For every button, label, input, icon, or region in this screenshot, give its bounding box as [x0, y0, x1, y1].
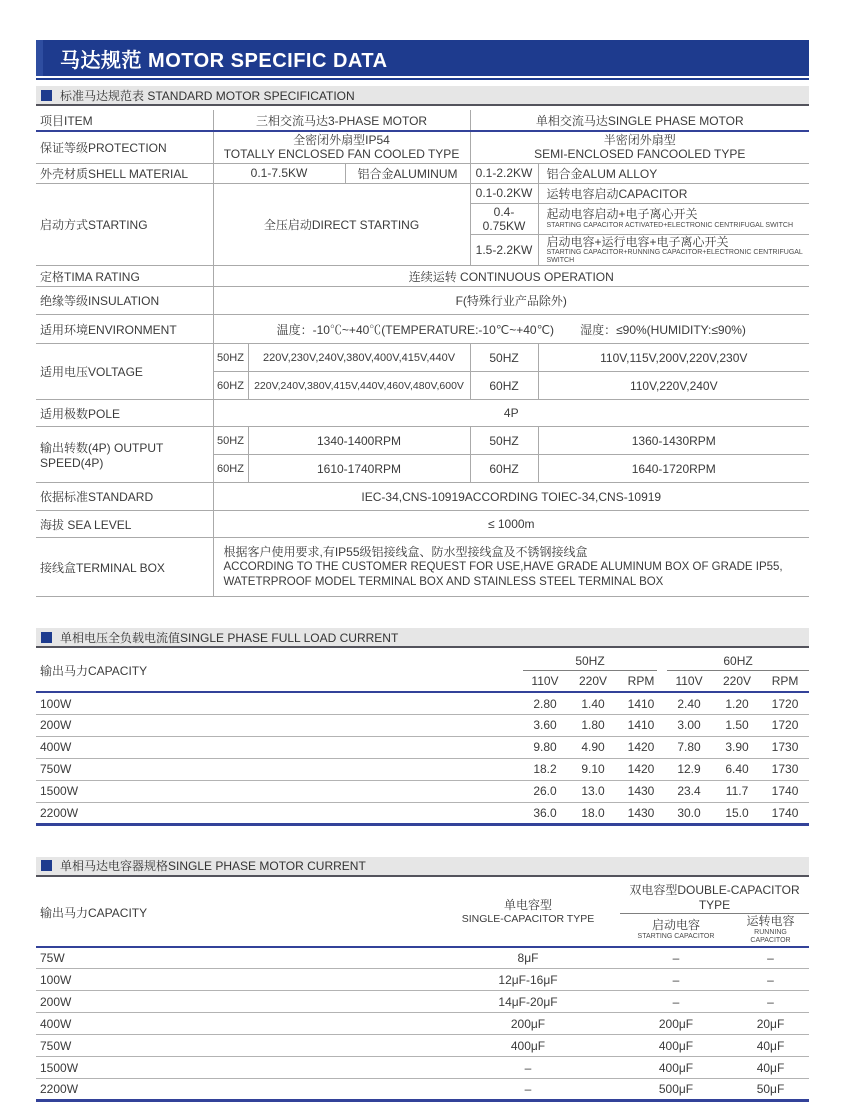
- capacity-cell: 750W: [36, 1035, 436, 1057]
- voltage-freq3: 50HZ: [213, 344, 248, 372]
- table-row: [36, 802, 809, 824]
- running-capacitor-header: [732, 913, 809, 946]
- rating-value: 连续运转 CONTINUOUS OPERATION: [213, 266, 809, 287]
- spec-row-terminal-box: [36, 538, 809, 597]
- starting-three-phase: 全压启动DIRECT STARTING: [213, 183, 470, 266]
- section-underline: [36, 646, 809, 648]
- row-label: 接线盒TERMINAL BOX: [36, 538, 213, 597]
- col-220v: 220V: [569, 671, 617, 692]
- capacity-cell: 400W: [36, 1013, 436, 1035]
- table-row: [36, 1079, 809, 1101]
- table-row: [36, 692, 809, 714]
- spec-row-starting-1: [36, 183, 809, 203]
- value-cell: 3.00: [665, 714, 713, 736]
- spec-row-standard: [36, 483, 809, 511]
- starting-capacitor-zh: 启动电容: [651, 917, 700, 932]
- page-title-bar: [36, 40, 809, 76]
- table-row: [36, 1013, 809, 1035]
- table-row: [36, 758, 809, 780]
- row-label: 适用极数POLE: [36, 400, 213, 427]
- starting-method: 运转电容启动CAPACITOR: [538, 183, 809, 203]
- running-capacitor-zh: 运转电容: [746, 913, 795, 928]
- protection-three-zh: 全密闭外扇型IP54: [293, 133, 390, 147]
- protection-single-en: SEMI-ENCLOSED FANCOOLED TYPE: [534, 147, 746, 162]
- starting-method-en: STARTING CAPACITOR ACTIVATED+ELECTRONIC CENTRIFUGAL SWITCH: [546, 221, 794, 229]
- section-bullet-icon: [41, 860, 52, 871]
- starting-method-zh: 起动电容启动+电子离心开关: [546, 207, 698, 222]
- value-cell: 15.0: [713, 802, 761, 824]
- row-label: 输出转数(4P) OUTPUT SPEED(4P): [36, 427, 213, 483]
- capacitor-table: [36, 879, 809, 1102]
- section-underline: [36, 875, 809, 877]
- speed-single: 1360-1430RPM: [538, 427, 809, 455]
- value-cell: 1.80: [569, 714, 617, 736]
- starting-value: 400μF: [620, 1035, 732, 1057]
- value-cell: 4.90: [569, 736, 617, 758]
- full-load-table: [36, 650, 809, 826]
- row-label: 适用电压VOLTAGE: [36, 344, 213, 400]
- group-60hz: [665, 650, 809, 671]
- spec-row-sea-level: [36, 511, 809, 538]
- single-capacitor-zh: 单电容型: [503, 898, 552, 913]
- starting-value: 200μF: [620, 1013, 732, 1035]
- value-cell: 1730: [761, 758, 809, 780]
- speed-freq1: 60HZ: [470, 455, 538, 483]
- spec-row-insulation: [36, 287, 809, 315]
- environment-temp: 温度：-10℃~+40℃(TEMPERATURE:-10℃~+40℃): [276, 322, 555, 337]
- table-row: [36, 780, 809, 802]
- value-cell: 13.0: [569, 780, 617, 802]
- value-cell: 9.10: [569, 758, 617, 780]
- shell-single-range: 0.1-2.2KW: [470, 163, 538, 183]
- terminal-box-value: [213, 538, 809, 597]
- value-cell: 26.0: [521, 780, 569, 802]
- spec-row-rating: [36, 266, 809, 287]
- capacity-cell: 2200W: [36, 802, 521, 824]
- table-row: [36, 947, 809, 969]
- capacity-label: 输出马力CAPACITY: [36, 650, 521, 692]
- starting-range: 0.4-0.75KW: [470, 203, 538, 234]
- capacity-cell: 100W: [36, 969, 436, 991]
- shell-three-material: 铝合金ALUMINUM: [345, 163, 470, 183]
- running-value: 50μF: [732, 1079, 809, 1101]
- insulation-value: F(特殊行业产品除外): [213, 287, 809, 315]
- value-cell: 1720: [761, 714, 809, 736]
- running-value: –: [732, 991, 809, 1013]
- row-label: 保证等级PROTECTION: [36, 131, 213, 163]
- spec-row-shell: [36, 163, 809, 183]
- value-cell: 7.80: [665, 736, 713, 758]
- starting-value: –: [620, 947, 732, 969]
- value-cell: 3.90: [713, 736, 761, 758]
- single-capacitor-en: SINGLE-CAPACITOR TYPE: [461, 913, 595, 926]
- catalog-page: [36, 40, 809, 1102]
- value-cell: 18.0: [569, 802, 617, 824]
- col-rpm: RPM: [617, 671, 665, 692]
- speed-freq1: 50HZ: [470, 427, 538, 455]
- spec-row-speed-50: [36, 427, 809, 455]
- protection-three-en: TOTALLY ENCLOSED FAN COOLED TYPE: [223, 147, 460, 162]
- value-cell: 1420: [617, 736, 665, 758]
- value-cell: 30.0: [665, 802, 713, 824]
- voltage-single: 110V,220V,240V: [538, 372, 809, 400]
- row-label: 外壳材质SHELL MATERIAL: [36, 163, 213, 183]
- starting-value: –: [620, 969, 732, 991]
- row-label: 海拔 SEA LEVEL: [36, 511, 213, 538]
- col-220v: 220V: [713, 671, 761, 692]
- voltage-freq3: 60HZ: [213, 372, 248, 400]
- spec-row-environment: [36, 315, 809, 344]
- protection-single-phase: [470, 131, 809, 163]
- spec-row-voltage-50: [36, 344, 809, 372]
- capacity-cell: 1500W: [36, 1057, 436, 1079]
- section-heading-full-load: [36, 628, 809, 646]
- table-row: [36, 991, 809, 1013]
- value-cell: 18.2: [521, 758, 569, 780]
- capacity-cell: 75W: [36, 947, 436, 969]
- single-value: 8μF: [436, 947, 620, 969]
- section-heading-spec: [36, 86, 809, 104]
- value-cell: 1720: [761, 692, 809, 714]
- starting-range: 0.1-0.2KW: [470, 183, 538, 203]
- capacity-cell: 400W: [36, 736, 521, 758]
- capacity-cell: 750W: [36, 758, 521, 780]
- row-label: 启动方式STARTING: [36, 183, 213, 266]
- section-bullet-icon: [41, 632, 52, 643]
- value-cell: 11.7: [713, 780, 761, 802]
- value-cell: 1420: [617, 758, 665, 780]
- group-60hz-text: 60HZ: [667, 651, 809, 671]
- row-label: 定格TIMA RATING: [36, 266, 213, 287]
- spec-table: [36, 110, 809, 597]
- terminal-zh: 根据客户使用要求,有IP55级铝接线盒、防水型接线盒及不锈钢接线盒: [223, 544, 588, 559]
- table-row: [36, 736, 809, 758]
- shell-single-material: 铝合金ALUM ALLOY: [538, 163, 809, 183]
- value-cell: 36.0: [521, 802, 569, 824]
- spec-row-pole: [36, 400, 809, 427]
- row-label: 绝缘等级INSULATION: [36, 287, 213, 315]
- running-value: –: [732, 947, 809, 969]
- voltage-single: 110V,115V,200V,220V,230V: [538, 344, 809, 372]
- page-title: 马达规范 MOTOR SPECIFIC DATA: [60, 49, 388, 72]
- running-value: 40μF: [732, 1035, 809, 1057]
- col-110v: 110V: [665, 671, 713, 692]
- value-cell: 1410: [617, 714, 665, 736]
- speed-single: 1640-1720RPM: [538, 455, 809, 483]
- value-cell: 1.20: [713, 692, 761, 714]
- single-phase-header: 单相交流马达SINGLE PHASE MOTOR: [470, 110, 809, 131]
- capacity-cell: 1500W: [36, 780, 521, 802]
- voltage-three: 220V,240V,380V,415V,440V,460V,480V,600V: [248, 372, 470, 400]
- value-cell: 12.9: [665, 758, 713, 780]
- value-cell: 1740: [761, 802, 809, 824]
- capacity-cell: 200W: [36, 714, 521, 736]
- section-heading-capacitor: [36, 857, 809, 875]
- capacity-cell: 200W: [36, 991, 436, 1013]
- value-cell: 23.4: [665, 780, 713, 802]
- speed-three: 1610-1740RPM: [248, 455, 470, 483]
- starting-capacitor-header: [620, 913, 732, 946]
- terminal-en1: ACCORDING TO THE CUSTOMER REQUEST FOR USE,HAVE GRADE ALUMINUM BOX OF GRADE IP55,: [223, 560, 783, 573]
- protection-three-phase: [213, 131, 470, 163]
- starting-method-zh: 启动电容+运行电容+电子离心开关: [546, 234, 729, 249]
- table-row: [36, 969, 809, 991]
- shell-three-range: 0.1-7.5KW: [213, 163, 345, 183]
- row-label: 适用环境ENVIRONMENT: [36, 315, 213, 344]
- value-cell: 2.80: [521, 692, 569, 714]
- value-cell: 2.40: [665, 692, 713, 714]
- starting-range: 1.5-2.2KW: [470, 234, 538, 266]
- value-cell: 6.40: [713, 758, 761, 780]
- starting-value: 400μF: [620, 1057, 732, 1079]
- row-label: 依据标准STANDARD: [36, 483, 213, 511]
- spec-row-item: [36, 110, 809, 131]
- protection-single-zh: 半密闭外扇型: [603, 133, 676, 147]
- speed-freq3: 60HZ: [213, 455, 248, 483]
- single-value: 400μF: [436, 1035, 620, 1057]
- single-capacitor-header: [436, 879, 620, 947]
- value-cell: 1410: [617, 692, 665, 714]
- running-capacitor-en: RUNNING CAPACITOR: [750, 928, 791, 944]
- environment-value: [213, 315, 809, 344]
- pole-value: 4P: [213, 400, 809, 427]
- capacity-cell: 2200W: [36, 1079, 436, 1101]
- running-value: 40μF: [732, 1057, 809, 1079]
- table-row: [36, 714, 809, 736]
- standard-value: IEC-34,CNS-10919ACCORDING TOIEC-34,CNS-10919: [213, 483, 809, 511]
- single-value: –: [436, 1057, 620, 1079]
- running-value: –: [732, 969, 809, 991]
- value-cell: 1430: [617, 802, 665, 824]
- speed-three: 1340-1400RPM: [248, 427, 470, 455]
- starting-method-en: STARTING CAPACITOR+RUNNING CAPACITOR+ELECTRONIC CENTRIFUGAL SWITCH: [546, 248, 803, 264]
- value-cell: 1.40: [569, 692, 617, 714]
- section-heading-capacitor-text: 单相马达电容器规格SINGLE PHASE MOTOR CURRENT: [60, 859, 366, 874]
- starting-value: 500μF: [620, 1079, 732, 1101]
- value-cell: 1430: [617, 780, 665, 802]
- table-row: [36, 1035, 809, 1057]
- terminal-en2: WATETRPROOF MODEL TERMINAL BOX AND STAINLESS STEEL TERMINAL BOX: [223, 576, 664, 589]
- spec-row-protection: [36, 131, 809, 163]
- sea-level-value: ≤ 1000m: [213, 511, 809, 538]
- voltage-three: 220V,230V,240V,380V,400V,415V,440V: [248, 344, 470, 372]
- full-load-group-row: [36, 650, 809, 671]
- value-cell: 1.50: [713, 714, 761, 736]
- three-phase-header: 三相交流马达3-PHASE MOTOR: [213, 110, 470, 131]
- section-bullet-icon: [41, 90, 52, 101]
- value-cell: 9.80: [521, 736, 569, 758]
- single-value: 14μF-20μF: [436, 991, 620, 1013]
- value-cell: 1730: [761, 736, 809, 758]
- capacity-label: 输出马力CAPACITY: [36, 879, 436, 947]
- section-heading-spec-text: 标准马达规范表 STANDARD MOTOR SPECIFICATION: [60, 88, 355, 103]
- starting-method: [538, 203, 809, 234]
- capacitor-header-row-1: [36, 879, 809, 914]
- starting-method: [538, 234, 809, 266]
- value-cell: 3.60: [521, 714, 569, 736]
- starting-capacitor-en: STARTING CAPACITOR: [637, 932, 715, 940]
- group-50hz-text: 50HZ: [523, 651, 657, 671]
- running-value: 20μF: [732, 1013, 809, 1035]
- starting-value: –: [620, 991, 732, 1013]
- double-capacitor-header: 双电容型DOUBLE-CAPACITOR TYPE: [620, 879, 809, 914]
- col-rpm: RPM: [761, 671, 809, 692]
- section-underline: [36, 104, 809, 106]
- section-heading-full-load-text: 单相电压全负载电流值SINGLE PHASE FULL LOAD CURRENT: [60, 630, 399, 645]
- table-row: [36, 1057, 809, 1079]
- voltage-freq1: 60HZ: [470, 372, 538, 400]
- single-value: –: [436, 1079, 620, 1101]
- value-cell: 1740: [761, 780, 809, 802]
- single-value: 12μF-16μF: [436, 969, 620, 991]
- col-110v: 110V: [521, 671, 569, 692]
- group-50hz: [521, 650, 665, 671]
- single-value: 200μF: [436, 1013, 620, 1035]
- capacity-cell: 100W: [36, 692, 521, 714]
- speed-freq3: 50HZ: [213, 427, 248, 455]
- environment-humidity: 湿度：≤90%(HUMIDITY:≤90%): [580, 322, 746, 337]
- row-label: 项目ITEM: [36, 110, 213, 131]
- voltage-freq1: 50HZ: [470, 344, 538, 372]
